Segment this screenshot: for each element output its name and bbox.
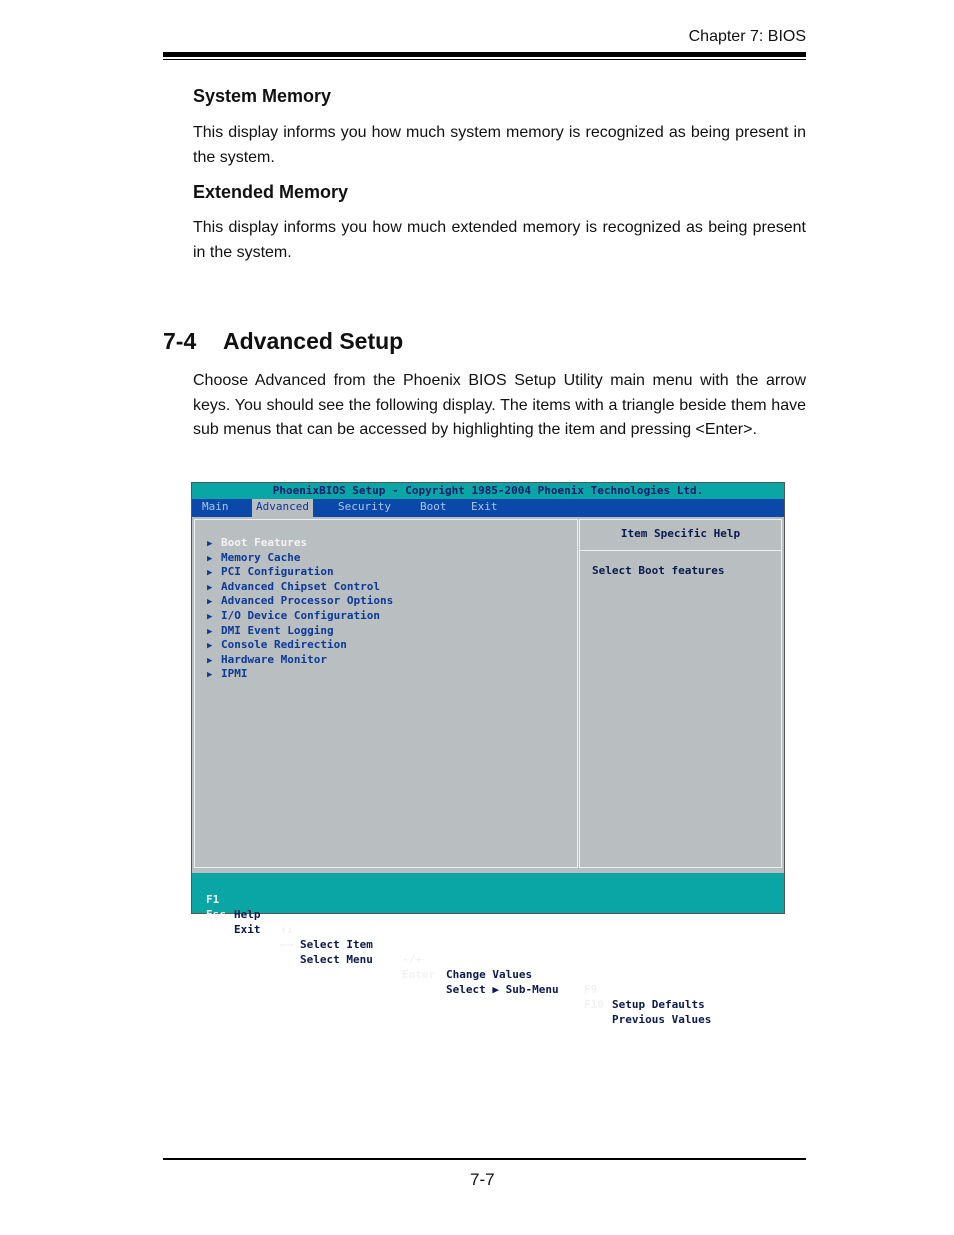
footer-rule (163, 1158, 806, 1160)
change-values-label: Change Values (446, 968, 533, 981)
section-text: Choose Advanced from the Phoenix BIOS Setup Utility main menu with the arrow keys. You should see the following display. The items with a triangle beside them have sub menus that can be accessed by highlighting the item and pressing <Enter>. (193, 372, 806, 438)
bios-menu-main[interactable]: Main (202, 500, 229, 513)
exit-label: Exit (234, 923, 261, 936)
enter-key: Enter (402, 968, 436, 981)
bios-menu-advanced[interactable]: Advanced (252, 499, 313, 517)
f9-key: F9 (584, 983, 598, 996)
bios-item-memory-cache[interactable]: ▶ Memory Cache (207, 551, 393, 566)
section-title-text: Advanced Setup (223, 328, 404, 354)
f10-key: F10 (584, 998, 604, 1011)
triangle-icon: ▶ (207, 670, 213, 681)
header-rule-thin (163, 59, 806, 60)
bios-item-list (207, 536, 393, 682)
chapter-header: Chapter 7: BIOS (688, 28, 806, 45)
bios-help-title: Item Specific Help (580, 520, 781, 551)
select-item-label: Select Item (300, 938, 373, 951)
setup-defaults-label: Setup Defaults (612, 998, 705, 1011)
bios-help-panel (579, 519, 782, 868)
bios-menu-exit[interactable]: Exit (471, 500, 498, 513)
triangle-icon: ▶ (207, 568, 213, 579)
bios-item-pci-configuration[interactable]: ▶ PCI Configuration (207, 565, 393, 580)
bios-item-advanced-processor-options[interactable]: ▶ Advanced Processor Options (207, 594, 393, 609)
triangle-icon: ▶ (207, 611, 213, 622)
minus-plus-key: -/+ (402, 953, 422, 966)
bios-item-hardware-monitor[interactable]: ▶ Hardware Monitor (207, 653, 393, 668)
triangle-icon: ▶ (207, 597, 213, 608)
bios-item-ipmi[interactable]: ▶ IPMI (207, 667, 393, 682)
triangle-icon: ▶ (207, 553, 213, 564)
triangle-icon: ▶ (207, 539, 213, 549)
help-label: Help (234, 908, 261, 921)
bios-item-dmi-event-logging[interactable]: ▶ DMI Event Logging (207, 624, 393, 639)
bios-menu-boot[interactable]: Boot (420, 500, 447, 513)
bios-main-panel (194, 519, 578, 868)
page-number: 7-7 (470, 1170, 495, 1189)
left-right-arrows-icon: ←→ (280, 938, 294, 951)
bios-menu-bar (192, 499, 784, 517)
bios-menu-security[interactable]: Security (338, 500, 391, 513)
select-menu-label: Select Menu (300, 953, 373, 966)
bios-item-advanced-chipset-control[interactable]: ▶ Advanced Chipset Control (207, 580, 393, 595)
triangle-icon: ▶ (207, 626, 213, 637)
bios-screenshot (191, 482, 785, 1026)
up-down-arrows-icon: ↑↓ (280, 923, 294, 936)
bios-item-console-redirection[interactable]: ▶ Console Redirection (207, 638, 393, 653)
extended-memory-heading: Extended Memory (193, 182, 349, 202)
triangle-icon: ▶ (207, 641, 213, 652)
triangle-icon: ▶ (207, 655, 213, 666)
section-number: 7-4 (163, 328, 197, 354)
bios-title-bar: PhoenixBIOS Setup - Copyright 1985-2004 Phoenix Technologies Ltd. (192, 483, 784, 499)
select-submenu-label: Select ▶ Sub-Menu (446, 983, 559, 996)
bios-item-boot-features[interactable]: ▶ Boot Features (207, 536, 393, 551)
bios-item-io-device-configuration[interactable]: ▶ I/O Device Configuration (207, 609, 393, 624)
triangle-icon: ▶ (207, 582, 213, 593)
system-memory-heading: System Memory (193, 86, 332, 106)
bios-help-text: Select Boot features (592, 564, 725, 577)
system-memory-text: This display informs you how much system memory is recognized as being present in the system. (193, 124, 806, 166)
previous-values-label: Previous Values (612, 1013, 712, 1026)
section-title (163, 328, 403, 355)
header-rule-thick (163, 52, 806, 57)
f1-key: F1 (206, 893, 220, 906)
esc-key: Esc (206, 908, 226, 921)
bios-footer (192, 873, 784, 1026)
extended-memory-text: This display informs you how much extended memory is recognized as being present in the system. (193, 219, 806, 261)
